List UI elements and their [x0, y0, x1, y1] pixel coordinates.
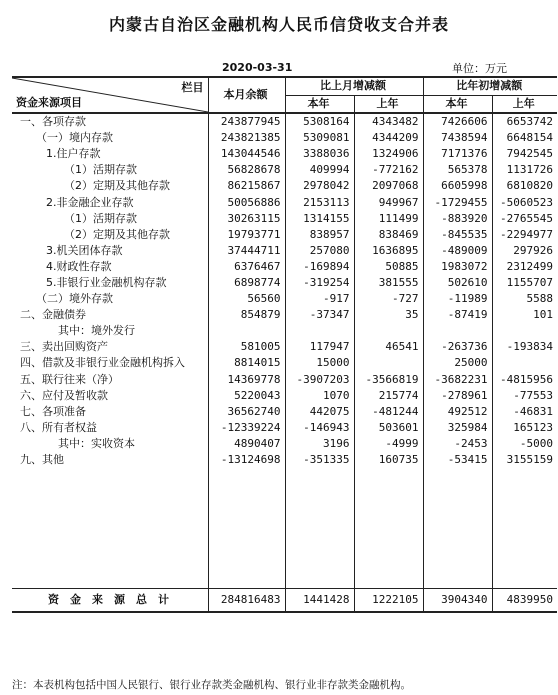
row-value: 6653742 — [492, 113, 557, 130]
header-group-month: 比上月增减额 — [285, 77, 423, 95]
row-value: 25000 — [423, 355, 492, 371]
row-label: 1.住户存款 — [46, 147, 101, 161]
row-value: 111499 — [354, 211, 423, 227]
row-value: 30263115 — [208, 211, 285, 227]
row-value: 502610 — [423, 275, 492, 291]
row-value: 1131726 — [492, 162, 557, 178]
table-row — [12, 178, 557, 194]
row-value: 7942545 — [492, 146, 557, 162]
table-row — [12, 452, 557, 468]
table-row — [12, 420, 557, 436]
row-value: 3196 — [285, 436, 354, 452]
row-value: 503601 — [354, 420, 423, 436]
header-year-this-year: 本年 — [423, 95, 492, 113]
header-current: 本月余额 — [208, 77, 285, 113]
row-value: 4343482 — [354, 113, 423, 130]
row-value: -2453 — [423, 436, 492, 452]
row-label: 二、金融债券 — [20, 308, 86, 322]
row-value: 1983072 — [423, 259, 492, 275]
table-row — [12, 307, 557, 323]
credit-table — [12, 76, 557, 613]
row-label: 四、借款及非银行业金融机构拆入 — [20, 356, 185, 370]
row-value: -5060523 — [492, 194, 557, 210]
table-row — [12, 211, 557, 227]
spacer-cell — [423, 468, 492, 589]
row-value: 215774 — [354, 388, 423, 404]
table-row — [12, 243, 557, 259]
row-value: 6376467 — [208, 259, 285, 275]
row-value: 15000 — [285, 355, 354, 371]
table-row — [12, 436, 557, 452]
table-row — [12, 355, 557, 371]
row-value — [354, 323, 423, 339]
table-row — [12, 372, 557, 388]
row-label: （一）境内存款 — [36, 131, 113, 145]
table-row — [12, 162, 557, 178]
row-value: 117947 — [285, 339, 354, 355]
row-value: 5309081 — [285, 130, 354, 146]
row-label: 5.非银行业金融机构存款 — [46, 275, 167, 289]
row-value: 160735 — [354, 452, 423, 468]
row-value: -772162 — [354, 162, 423, 178]
row-value: 949967 — [354, 194, 423, 210]
row-label: 三、卖出回购资产 — [20, 340, 108, 354]
row-value — [208, 323, 285, 339]
row-value: 4344209 — [354, 130, 423, 146]
row-value: 6810820 — [492, 178, 557, 194]
total-value: 3904340 — [423, 589, 492, 613]
row-value: 838957 — [285, 227, 354, 243]
row-value: 14369778 — [208, 372, 285, 388]
row-value: 86215867 — [208, 178, 285, 194]
table-row — [12, 146, 557, 162]
row-value: 50056886 — [208, 194, 285, 210]
row-value: -481244 — [354, 404, 423, 420]
row-label: （1）活期存款 — [64, 163, 137, 177]
row-value: 381555 — [354, 275, 423, 291]
spacer-row — [12, 468, 557, 589]
row-value: 6648154 — [492, 130, 557, 146]
row-value: -845535 — [423, 227, 492, 243]
row-label: 一、各项存款 — [20, 115, 86, 129]
row-label: 其中：实收资本 — [58, 436, 135, 450]
row-label: （2）定期及其他存款 — [64, 179, 170, 193]
row-value: -12339224 — [208, 420, 285, 436]
row-value: -4815956 — [492, 372, 557, 388]
table-row — [12, 275, 557, 291]
row-value: -53415 — [423, 452, 492, 468]
header-corner-bottom: 资金来源项目 — [16, 96, 82, 109]
spacer-cell — [354, 468, 423, 589]
row-value: 1070 — [285, 388, 354, 404]
row-value: 46541 — [354, 339, 423, 355]
row-label: 五、联行往来（净） — [20, 372, 119, 386]
row-value: -263736 — [423, 339, 492, 355]
row-value: -2294977 — [492, 227, 557, 243]
header-month-this-year: 本年 — [285, 95, 354, 113]
row-value: 165123 — [492, 420, 557, 436]
row-value: 581005 — [208, 339, 285, 355]
row-value: 56560 — [208, 291, 285, 307]
row-value: 7171376 — [423, 146, 492, 162]
row-value: 143044546 — [208, 146, 285, 162]
row-value: -5000 — [492, 436, 557, 452]
header-corner-cell — [12, 77, 208, 113]
row-value: 6898774 — [208, 275, 285, 291]
row-value: 838469 — [354, 227, 423, 243]
spacer-cell — [285, 468, 354, 589]
row-value: 8814015 — [208, 355, 285, 371]
row-value: 4890407 — [208, 436, 285, 452]
row-value: -319254 — [285, 275, 354, 291]
report-date: 2020-03-31 — [222, 61, 293, 74]
row-value — [492, 355, 557, 371]
row-value: -87419 — [423, 307, 492, 323]
spacer-cell — [12, 468, 208, 589]
table-row — [12, 291, 557, 307]
row-value: -278961 — [423, 388, 492, 404]
row-label: 七、各项准备 — [20, 404, 86, 418]
row-value: 2312499 — [492, 259, 557, 275]
row-value: 101 — [492, 307, 557, 323]
row-value: 35 — [354, 307, 423, 323]
row-value: -727 — [354, 291, 423, 307]
row-value: 5588 — [492, 291, 557, 307]
row-value: 36562740 — [208, 404, 285, 420]
spacer-cell — [492, 468, 557, 589]
row-value: 1636895 — [354, 243, 423, 259]
row-value: 854879 — [208, 307, 285, 323]
table-row — [12, 339, 557, 355]
row-value: 492512 — [423, 404, 492, 420]
unit-label: 单位：万元 — [452, 62, 507, 75]
row-value: 7438594 — [423, 130, 492, 146]
row-value: 297926 — [492, 243, 557, 259]
row-value: -11989 — [423, 291, 492, 307]
total-row — [12, 589, 557, 613]
row-label: （2）定期及其他存款 — [64, 227, 170, 241]
row-value: -3907203 — [285, 372, 354, 388]
row-value — [492, 323, 557, 339]
row-value: -351335 — [285, 452, 354, 468]
table-row — [12, 404, 557, 420]
table-row — [12, 323, 557, 339]
total-label: 资 金 来 源 总 计 — [12, 589, 208, 613]
row-label: 九、其他 — [20, 453, 64, 467]
row-value: -13124698 — [208, 452, 285, 468]
row-label: 六、应付及暂收款 — [20, 388, 108, 402]
row-value: -2765545 — [492, 211, 557, 227]
row-value — [354, 355, 423, 371]
header-year-last-year: 上年 — [492, 95, 557, 113]
row-value: -489009 — [423, 243, 492, 259]
table-row — [12, 113, 557, 130]
row-label: 其中：境外发行 — [58, 324, 135, 338]
table-row — [12, 130, 557, 146]
row-value — [423, 323, 492, 339]
total-value: 1441428 — [285, 589, 354, 613]
row-label: 4.财政性存款 — [46, 259, 112, 273]
total-value: 4839950 — [492, 589, 557, 613]
row-value: 50885 — [354, 259, 423, 275]
row-value: 5220043 — [208, 388, 285, 404]
total-value: 1222105 — [354, 589, 423, 613]
spacer-cell — [208, 468, 285, 589]
row-value: 565378 — [423, 162, 492, 178]
row-value: 442075 — [285, 404, 354, 420]
row-value: 3388036 — [285, 146, 354, 162]
row-value: 56828678 — [208, 162, 285, 178]
row-value: -883920 — [423, 211, 492, 227]
row-value: -193834 — [492, 339, 557, 355]
total-value: 284816483 — [208, 589, 285, 613]
row-value: -146943 — [285, 420, 354, 436]
row-value: 1155707 — [492, 275, 557, 291]
row-value: 2153113 — [285, 194, 354, 210]
table-row — [12, 194, 557, 210]
row-value: 325984 — [423, 420, 492, 436]
row-value: 5308164 — [285, 113, 354, 130]
row-value: -46831 — [492, 404, 557, 420]
row-label: 八、所有者权益 — [20, 420, 97, 434]
row-value: -1729455 — [423, 194, 492, 210]
row-value: -37347 — [285, 307, 354, 323]
row-label: 3.机关团体存款 — [46, 243, 123, 257]
header-group-year: 比年初增减额 — [423, 77, 557, 95]
row-value: 257080 — [285, 243, 354, 259]
row-value: 409994 — [285, 162, 354, 178]
row-value: -77553 — [492, 388, 557, 404]
row-value: 6605998 — [423, 178, 492, 194]
row-value: 2978042 — [285, 178, 354, 194]
row-value: 7426606 — [423, 113, 492, 130]
row-value: -169894 — [285, 259, 354, 275]
row-value: 1324906 — [354, 146, 423, 162]
table-row — [12, 259, 557, 275]
page-title: 内蒙古自治区金融机构人民币信贷收支合并表 — [108, 15, 449, 34]
row-value: 243821385 — [208, 130, 285, 146]
row-label: 2.非金融企业存款 — [46, 195, 134, 209]
row-value: -4999 — [354, 436, 423, 452]
row-label: （二）境外存款 — [36, 292, 113, 306]
footnote: 注：本表机构包括中国人民银行、银行业存款类金融机构、银行业非存款类金融机构。 — [12, 679, 411, 691]
table-row — [12, 227, 557, 243]
row-label: （1）活期存款 — [64, 211, 137, 225]
row-value — [285, 323, 354, 339]
row-value: 243877945 — [208, 113, 285, 130]
row-value: 2097068 — [354, 178, 423, 194]
header-month-last-year: 上年 — [354, 95, 423, 113]
row-value: 3155159 — [492, 452, 557, 468]
row-value: -3682231 — [423, 372, 492, 388]
row-value: 1314155 — [285, 211, 354, 227]
table-row — [12, 388, 557, 404]
row-value: -3566819 — [354, 372, 423, 388]
row-value: -917 — [285, 291, 354, 307]
header-corner-top: 栏目 — [181, 81, 204, 94]
row-value: 37444711 — [208, 243, 285, 259]
row-value: 19793771 — [208, 227, 285, 243]
